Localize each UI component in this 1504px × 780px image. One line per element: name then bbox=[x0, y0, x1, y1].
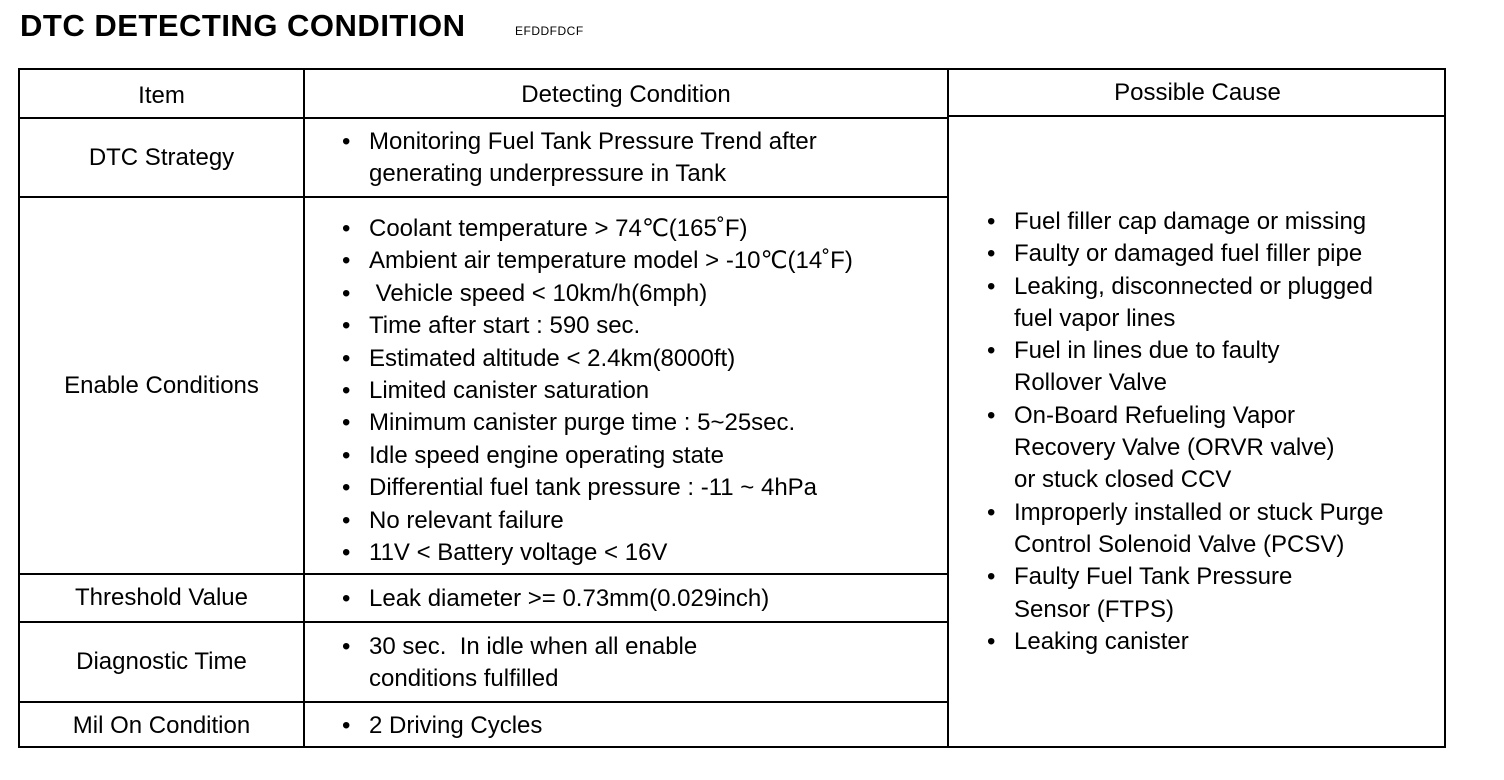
column-divider bbox=[303, 70, 305, 748]
list-item: • Monitoring Fuel Tank Pressure Trend after generating underpressure in Tank bbox=[342, 126, 817, 191]
item-mil-on-condition: Mil On Condition bbox=[72, 711, 251, 739]
list-item: • Leaking, disconnected or plugged fuel vapor lines bbox=[987, 271, 1384, 336]
list-item: • Differential fuel tank pressure : -11 ~ 4hPa bbox=[342, 472, 853, 504]
item-diagnostic-time: Diagnostic Time bbox=[76, 648, 247, 675]
dtc-table bbox=[18, 68, 1446, 748]
document-code: EFDDFDCF bbox=[515, 24, 584, 38]
page-title: DTC DETECTING CONDITION bbox=[20, 8, 466, 43]
item-dtc-strategy: DTC Strategy bbox=[88, 143, 235, 171]
item-threshold-value: Threshold Value bbox=[75, 584, 248, 611]
list-item: • Time after start : 590 sec. bbox=[342, 310, 853, 342]
header-item: Item bbox=[138, 82, 185, 109]
list-item: • Estimated altitude < 2.4km(8000ft) bbox=[342, 343, 853, 375]
conditions-diagnostic-time bbox=[342, 631, 697, 696]
list-item: • Vehicle speed < 10km/h(6mph) bbox=[342, 278, 853, 310]
list-item: • Fuel in lines due to faulty Rollover Valve bbox=[987, 335, 1384, 400]
list-item: • Ambient air temperature model > -10℃(14˚F) bbox=[342, 245, 853, 277]
list-item: • Coolant temperature > 74℃(165˚F) bbox=[342, 213, 853, 245]
conditions-dtc-strategy bbox=[342, 126, 817, 191]
conditions-threshold bbox=[342, 583, 769, 615]
conditions-mil-on bbox=[342, 710, 542, 742]
list-item: • 2 Driving Cycles bbox=[342, 710, 542, 742]
list-item: • Fuel filler cap damage or missing bbox=[987, 206, 1384, 238]
item-enable-conditions: Enable Conditions bbox=[64, 371, 259, 399]
list-item: • Idle speed engine operating state bbox=[342, 440, 853, 472]
list-item: • Leaking canister bbox=[987, 626, 1384, 658]
list-item: • Limited canister saturation bbox=[342, 375, 853, 407]
list-item: • 30 sec. In idle when all enable conditions fulfilled bbox=[342, 631, 697, 696]
list-item: • 11V < Battery voltage < 16V bbox=[342, 537, 853, 569]
list-item: • Improperly installed or stuck Purge Control Solenoid Valve (PCSV) bbox=[987, 497, 1384, 562]
conditions-enable bbox=[342, 213, 853, 569]
column-divider bbox=[947, 70, 949, 748]
list-item: • No relevant failure bbox=[342, 505, 853, 537]
list-item: • Faulty Fuel Tank Pressure Sensor (FTPS) bbox=[987, 561, 1384, 626]
header-detecting-condition: Detecting Condition bbox=[521, 81, 731, 108]
list-item: • Faulty or damaged fuel filler pipe bbox=[987, 238, 1384, 270]
possible-causes-list bbox=[987, 206, 1384, 658]
list-item: • On-Board Refueling Vapor Recovery Valve (ORVR valve) or stuck closed CCV bbox=[987, 400, 1384, 497]
list-item: • Leak diameter >= 0.73mm(0.029inch) bbox=[342, 583, 769, 615]
header-possible-cause: Possible Cause bbox=[1114, 79, 1281, 106]
list-item: • Minimum canister purge time : 5~25sec. bbox=[342, 407, 853, 439]
